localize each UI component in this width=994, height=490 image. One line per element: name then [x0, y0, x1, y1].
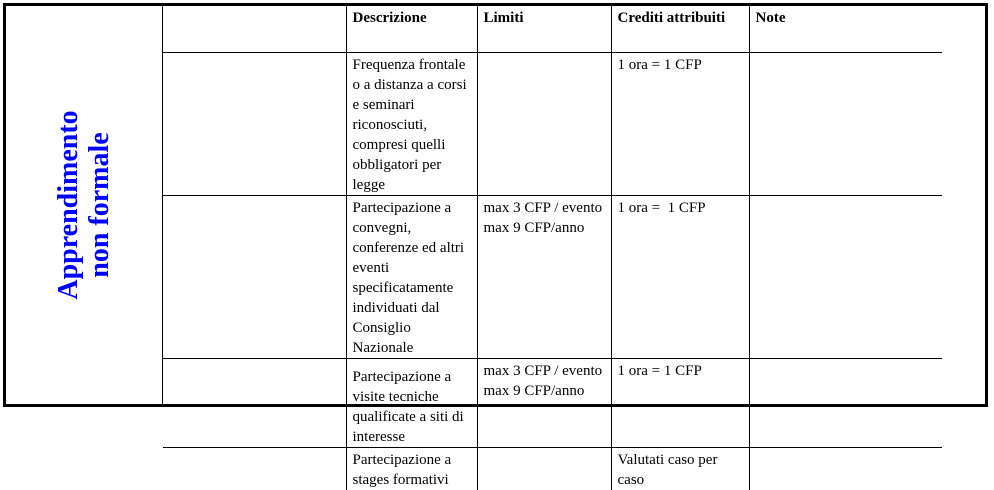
descrizione-cell: Partecipazione a convegni, conferenze ed altri eventi specificatamente individuati dal Consiglio Nazionale: [346, 195, 477, 358]
row-empty-cell: [163, 195, 346, 358]
descrizione-cell: Frequenza frontale o a distanza a corsi e seminari riconosciuti, compresi quelli obbligatori per legge: [346, 52, 477, 195]
table-row: [163, 52, 942, 195]
category-label: [53, 110, 115, 299]
row-empty-cell: [163, 447, 346, 490]
table-row: [163, 358, 942, 447]
descrizione-cell: Partecipazione a stages formativi: [346, 447, 477, 490]
crediti-cell: Valutati caso per caso: [611, 447, 749, 490]
header-crediti: Crediti attribuiti: [611, 6, 749, 52]
limiti-cell: max 3 CFP / evento max 9 CFP/anno: [477, 358, 611, 447]
note-cell: [749, 52, 942, 195]
crediti-cell: 1 ora = 1 CFP: [611, 358, 749, 447]
category-label-line1: Apprendimento: [53, 110, 84, 300]
header-note: Note: [749, 6, 942, 52]
note-cell: [749, 195, 942, 358]
category-column: [6, 6, 163, 404]
header-empty: [163, 6, 346, 52]
limiti-cell: [477, 52, 611, 195]
header-limiti: Limiti: [477, 6, 611, 52]
note-cell: [749, 447, 942, 490]
crediti-cell: 1 ora = 1 CFP: [611, 195, 749, 358]
category-label-line2: non formale: [84, 132, 115, 278]
row-empty-cell: [163, 358, 346, 447]
descrizione-cell: Partecipazione a visite tecniche qualificate a siti di interesse: [346, 358, 477, 447]
credits-table: [163, 6, 942, 490]
note-cell: [749, 358, 942, 447]
table-row: [163, 195, 942, 358]
table-header-row: [163, 6, 942, 52]
limiti-cell: [477, 447, 611, 490]
crediti-cell: 1 ora = 1 CFP: [611, 52, 749, 195]
table-row: [163, 447, 942, 490]
limiti-cell: max 3 CFP / evento max 9 CFP/anno: [477, 195, 611, 358]
row-empty-cell: [163, 52, 346, 195]
header-descrizione: Descrizione: [346, 6, 477, 52]
table-frame: [3, 3, 988, 488]
